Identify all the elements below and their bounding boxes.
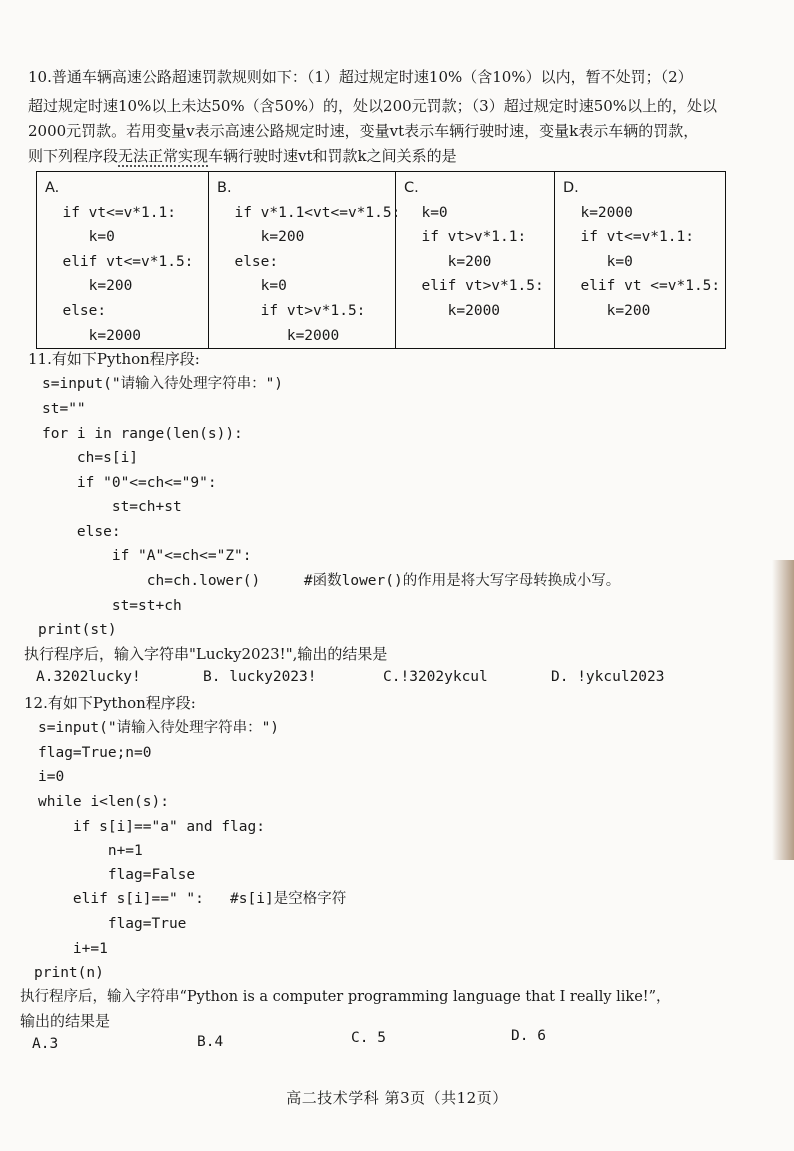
option-c-code-3: k=200 — [404, 253, 492, 270]
q11-code-9: ch=ch.lower() #函数lower()的作用是将大写字母转换成小写。 — [42, 573, 621, 589]
q12-question-2: 输出的结果是 — [20, 1012, 111, 1030]
q12-title: 12.有如下Python程序段: — [24, 694, 196, 712]
q12-code-10: i+=1 — [38, 941, 108, 957]
q11-code-5: if "0"<=ch<="9": — [42, 475, 217, 491]
q12-code-5: if s[i]=="a" and flag: — [38, 819, 265, 835]
q12-code-6: n+=1 — [38, 843, 143, 859]
q11-title: 11.有如下Python程序段: — [28, 350, 200, 368]
option-b-code-1: if v*1.1<vt<=v*1.5: — [217, 204, 401, 221]
q11-code-7: else: — [42, 524, 121, 540]
option-b-label: B. — [217, 180, 232, 196]
option-d-code-4: elif vt <=v*1.5: — [563, 278, 721, 295]
q12-choice-d[interactable]: D. 6 — [511, 1028, 546, 1044]
q11-code-6: st=ch+st — [42, 499, 182, 515]
option-a-code-6: k=2000 — [45, 327, 142, 344]
q10-option-c[interactable] — [396, 172, 555, 349]
q11-code-10: st=st+ch — [42, 598, 182, 614]
q11-code-11: print(st) — [38, 622, 117, 638]
option-a-code-4: k=200 — [45, 278, 133, 295]
q11-code-3: for i in range(len(s)): — [42, 426, 243, 442]
option-d-code-3: k=0 — [563, 253, 633, 270]
option-c-code-1: k=0 — [404, 204, 448, 221]
option-a-code-3: elif vt<=v*1.5: — [45, 253, 194, 270]
option-a-label: A. — [45, 180, 60, 196]
q11-choice-a[interactable]: A.3202lucky! — [36, 669, 141, 685]
q10-line-2: 超过规定时速10%以上未达50%（含50%）的，处以200元罚款；（3）超过规定时速50%以上的，处以 — [28, 97, 718, 115]
q10-line-4-post: 车辆行驶时速vt和罚款k之间关系的是 — [208, 147, 457, 165]
option-d-label: D. — [563, 180, 579, 196]
q10-line-4 — [28, 147, 457, 165]
option-a-code-5: else: — [45, 302, 107, 319]
q10-option-b[interactable] — [209, 172, 401, 349]
q10-line-3: 2000元罚款。若用变量v表示高速公路规定时速，变量vt表示车辆行驶时速，变量k表示车辆的罚款， — [28, 122, 699, 140]
q11-choice-c[interactable]: C.!3202ykcul — [383, 669, 488, 685]
q12-choice-b[interactable]: B.4 — [197, 1034, 224, 1050]
option-d-code-1: k=2000 — [563, 204, 633, 221]
option-a-code-1: if vt<=v*1.1: — [45, 204, 176, 221]
q10-option-d[interactable] — [555, 172, 726, 349]
option-b-code-3: else: — [217, 253, 279, 270]
q11-code-8: if "A"<=ch<="Z": — [42, 548, 252, 564]
q12-choice-a[interactable]: A.3 — [32, 1036, 59, 1052]
q12-code-8: elif s[i]==" ": #s[i]是空格字符 — [38, 891, 347, 907]
option-d-code-2: if vt<=v*1.1: — [563, 229, 694, 246]
q10-option-a[interactable] — [37, 172, 209, 349]
q12-code-1: s=input("请输入待处理字符串：") — [38, 720, 280, 736]
option-d-code-5: k=200 — [563, 302, 651, 319]
option-c-code-4: elif vt>v*1.5: — [404, 278, 544, 295]
q11-question: 执行程序后，输入字符串"Lucky2023!",输出的结果是 — [24, 645, 388, 663]
q12-code-7: flag=False — [38, 867, 196, 883]
q12-code-11: print(n) — [34, 965, 104, 981]
option-a-code-2: k=0 — [45, 229, 115, 246]
q11-choice-b[interactable]: B. lucky2023! — [203, 669, 317, 685]
q11-choice-d[interactable]: D. !ykcul2023 — [551, 669, 665, 685]
q11-code-4: ch=s[i] — [42, 450, 139, 466]
option-c-code-5: k=2000 — [404, 302, 501, 319]
q11-code-2: st="" — [42, 401, 86, 417]
option-b-code-2: k=200 — [217, 229, 305, 246]
q12-code-2: flag=True;n=0 — [38, 745, 152, 761]
q12-choice-c[interactable]: C. 5 — [351, 1030, 386, 1046]
q10-line-4-pre: 则下列程序段 — [28, 147, 119, 165]
option-b-code-6: k=2000 — [217, 327, 340, 344]
page-edge-shadow — [772, 560, 794, 860]
page-footer: 高二技术学科 第3页（共12页） — [286, 1089, 508, 1107]
option-b-code-5: if vt>v*1.5: — [217, 302, 366, 319]
q12-code-9: flag=True — [38, 916, 187, 932]
q10-emphasis: 无法正常实现 — [118, 147, 209, 165]
q10-options-table — [36, 171, 726, 349]
q10-line-1: 10.普通车辆高速公路超速罚款规则如下：（1）超过规定时速10%（含10%）以内，暂不处罚；（2） — [28, 68, 693, 86]
q12-question-1: 执行程序后，输入字符串“Python is a computer programming language that I really like!”， — [20, 989, 671, 1005]
option-b-code-4: k=0 — [217, 278, 287, 295]
q12-code-4: while i<len(s): — [38, 794, 169, 810]
option-c-label: C. — [404, 180, 419, 196]
q11-code-1: s=input("请输入待处理字符串：") — [42, 376, 284, 392]
q12-code-3: i=0 — [38, 769, 65, 785]
option-c-code-2: if vt>v*1.1: — [404, 229, 527, 246]
